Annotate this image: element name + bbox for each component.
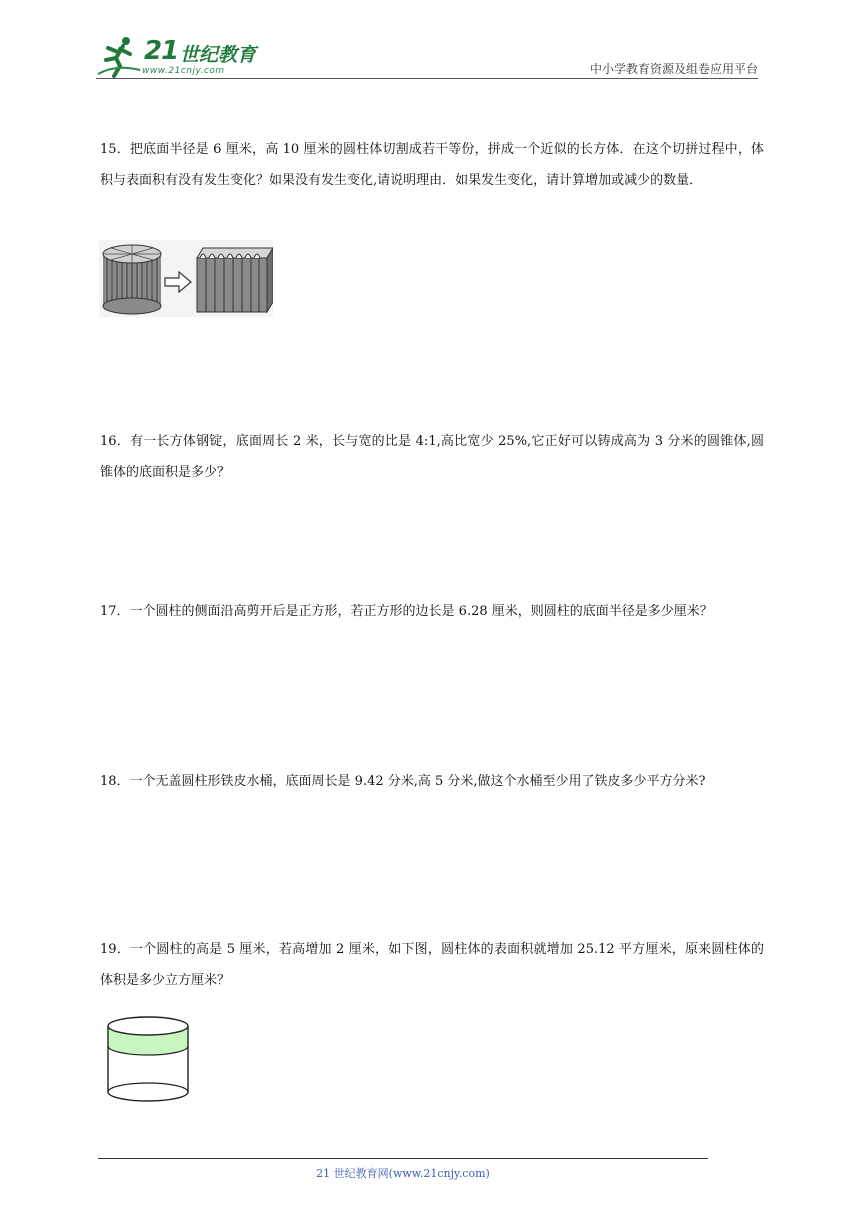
logo-text: 世纪教育 [180,44,257,66]
question-text: 一个无盖圆柱形铁皮水桶，底面周长是 9.42 分米,高 5 分米,做这个水桶至少用了铁皮多少平方分米? [129,774,706,789]
site-logo[interactable] [96,34,266,78]
cylinder-to-cuboid-icon [99,240,273,317]
runner-icon [96,34,142,78]
page-header [96,30,758,80]
footer-link[interactable]: 21 世纪教育网(www.21cnjy.com) [316,1167,490,1180]
question-text: 把底面半径是 6 厘米，高 10 厘米的圆柱体切割成若干等份，拼成一个近似的长方体．在这个切拼过程中，体积与表面积有没有发生变化？如果没有发生变化,请说明理由．如果发生变化，请计算增加或减少的数量． [100,142,765,188]
question-18 [100,766,764,797]
question-text: 有一长方体钢锭，底面周长 2 米，长与宽的比是 4:1,高比宽少 25%,它正好可以铸成高为 3 分米的圆锥体,圆锥体的底面积是多少？ [100,434,764,480]
question-number: 18． [100,774,130,789]
question-number: 19． [100,942,130,957]
platform-tagline: 中小学教育资源及组卷应用平台 [589,62,758,76]
question-number: 16． [100,434,130,449]
question-15 [100,134,764,196]
logo-url: www.21cnjy.com [142,66,225,76]
header-divider [96,78,758,79]
question-17 [100,596,764,627]
footer-divider [98,1158,708,1159]
logo-number: 21 [144,36,179,66]
question-number: 15． [100,142,130,157]
question-19 [100,934,764,996]
cylinder-with-band-icon [104,1014,192,1104]
question-16 [100,426,764,488]
question-text: 一个圆柱的高是 5 厘米，若高增加 2 厘米，如下图，圆柱体的表面积就增加 25.12 平方厘米，原来圆柱体的体积是多少立方厘米？ [100,942,764,988]
question-text: 一个圆柱的侧面沿高剪开后是正方形，若正方形的边长是 6.28 厘米，则圆柱的底面半径是多少厘米？ [129,604,713,619]
question-number: 17． [100,604,130,619]
